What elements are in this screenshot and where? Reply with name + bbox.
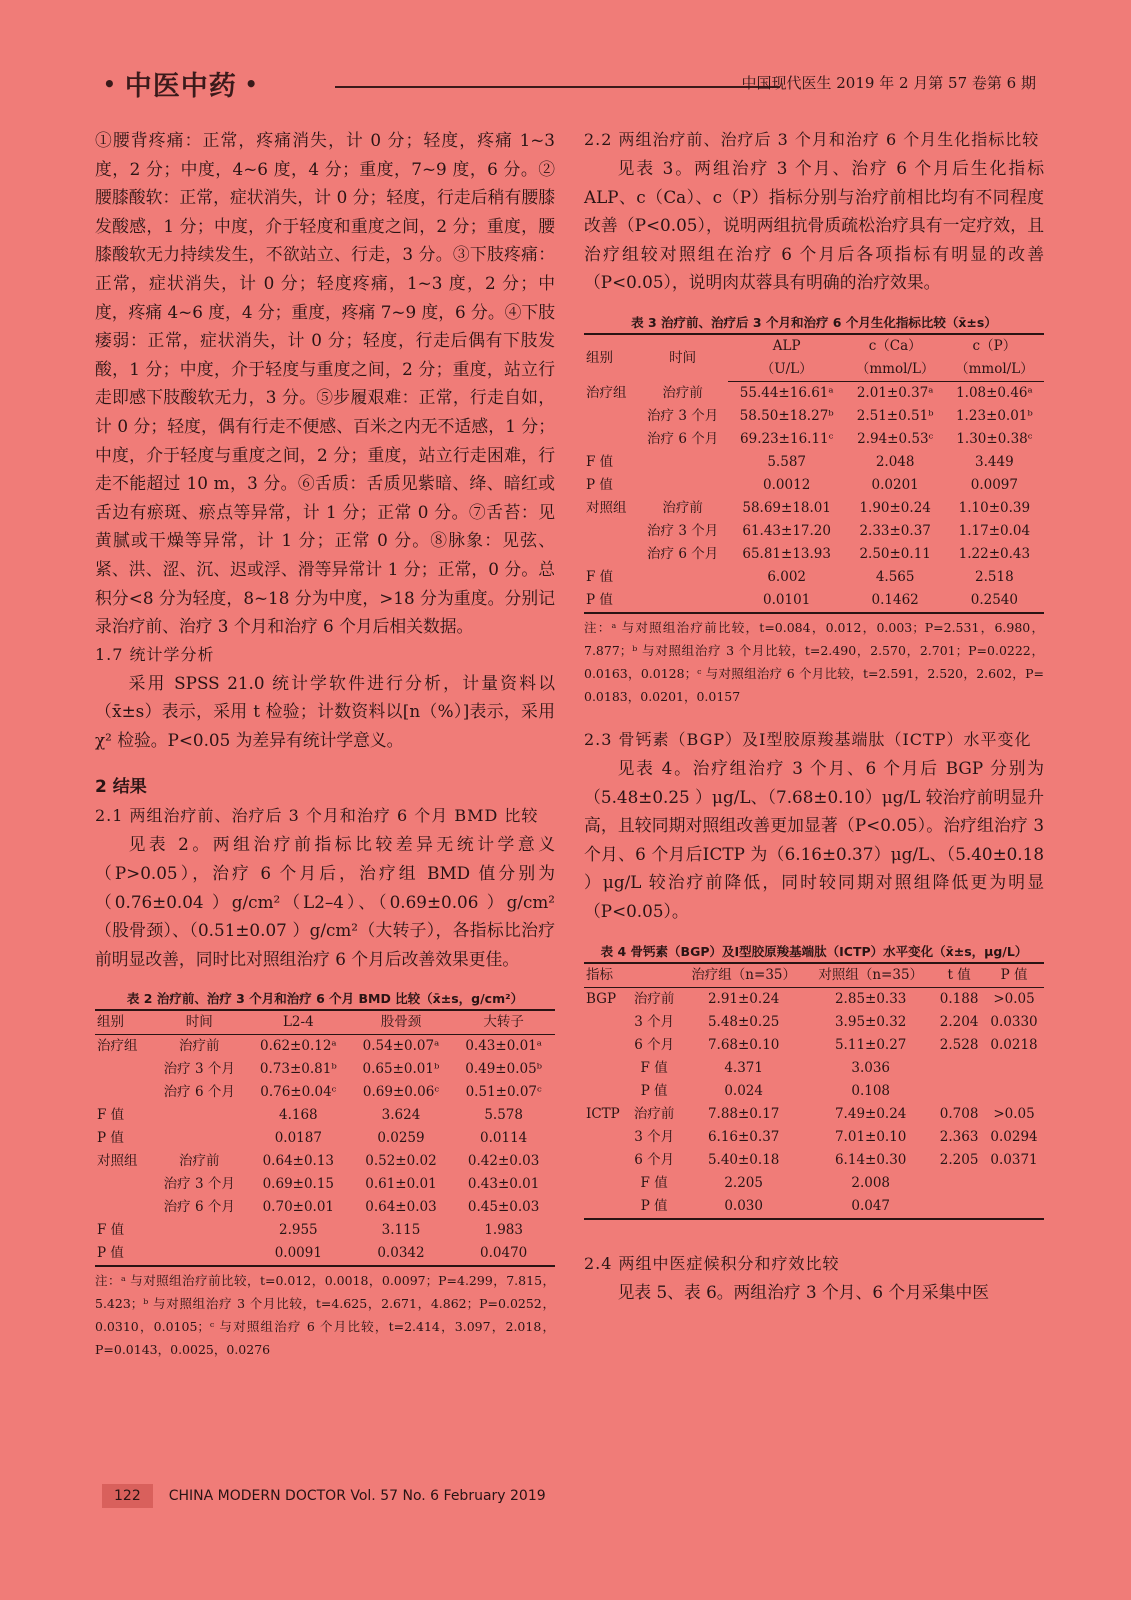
table-cell [584, 1126, 628, 1149]
table-cell: 治疗 6 个月 [163, 1199, 235, 1216]
table-cell: 1.22±0.43 [958, 545, 1031, 562]
table-cell: 对照组 [586, 499, 627, 516]
table-row [584, 987, 1044, 1011]
table-cell [584, 1057, 628, 1080]
bmd-paragraph: 见表 2。两组治疗前指标比较差异无统计学意义（P>0.05），治疗 6 个月后，治疗组 BMD 值分别为（0.76±0.04 ）g/cm²（L2–4）、（0.69±0.06 ）g/cm²（股骨颈）、（0.51±0.07 ）g/cm²（大转子），各指标比治疗前明显改善，同时比对照组治疗 6 个月后改善效果更佳。 [95, 834, 555, 969]
table-cell: 0.0330 [990, 1013, 1038, 1030]
table-cell: P 值 [95, 1242, 152, 1266]
header-rule [335, 86, 780, 88]
table-cell [984, 1172, 1044, 1195]
table-cell: 治疗 3 个月 [163, 1176, 235, 1193]
table-cell: 0.0091 [247, 1242, 350, 1266]
table-cell: 0.0187 [274, 1130, 322, 1147]
table-cell: 6.14±0.30 [834, 1151, 907, 1168]
table-header-cell: 大转子 [452, 1010, 555, 1035]
table-header-cell: 治疗组（n=35） [680, 963, 807, 988]
table-cell: 2.51±0.51ᵇ [856, 407, 934, 424]
table-cell: 0.45±0.03 [467, 1199, 540, 1216]
tcm-paragraph: 见表 5、表 6。两组治疗 3 个月、6 个月采集中医 [617, 1281, 990, 1302]
table-cell [584, 543, 637, 566]
table-2-note: 注：ᵃ 与对照组治疗前比较，t=0.012，0.0018，0.0097；P=4.299，7.815，5.423；ᵇ 与对照组治疗 3 个月比较，t=4.625，2.671，4.862；P=0.0252，0.0310，0.0105；ᶜ 与对照组治疗 6 个月比较，t=2.414，3.097，2.018，P=0.0143，0.0025，0.0276 [95, 1273, 555, 1358]
table-cell [934, 1080, 984, 1103]
table-cell: 0.0114 [480, 1130, 528, 1147]
table-cell [95, 1173, 152, 1196]
table-4-grid [584, 962, 1044, 1220]
table-cell: 0.70±0.01 [262, 1199, 335, 1216]
table-cell [934, 1172, 984, 1195]
table-cell: 治疗前 [662, 384, 703, 401]
table-cell: 0.62±0.12ᵃ [259, 1038, 337, 1055]
table-row [584, 1149, 1044, 1172]
table-cell: 治疗前 [662, 499, 703, 516]
table-2-grid [95, 1009, 555, 1267]
table-cell: 2.955 [278, 1222, 318, 1239]
table-cell: 治疗前 [179, 1038, 220, 1055]
table-cell: 0.0259 [377, 1130, 425, 1147]
table-cell: 0.108 [851, 1082, 891, 1099]
table-cell [637, 451, 727, 474]
table-cell: 治疗 6 个月 [163, 1084, 235, 1101]
table-cell: 1.17±0.04 [958, 522, 1031, 539]
table-3-note: 注：ᵃ 与对照组治疗前比较，t=0.084，0.012，0.003；P=2.531，6.980，7.877；ᵇ 与对照组治疗 3 个月比较，t=2.490，2.570，2.701；P=0.0222，0.0163，0.0128；ᶜ 与对照组治疗 6 个月比较，t=2.591，2.520，2.602，P= 0.0183，0.0201，0.0157 [584, 619, 1044, 704]
table-row [584, 1172, 1044, 1195]
table-cell: 2.518 [975, 568, 1014, 585]
table-cell: 0.52±0.02 [365, 1153, 437, 1170]
table-cell: P 值 [640, 1082, 668, 1099]
table-cell [152, 1242, 247, 1266]
table-2-caption: 表 2 治疗前、治疗 3 个月和治疗 6 个月 BMD 比较（x̄±s，g/cm²） [126, 991, 524, 1007]
table-header-cell: 组别 [95, 1010, 152, 1035]
table-header-cell: 对照组（n=35） [807, 963, 934, 988]
table-cell: 对照组 [97, 1153, 138, 1170]
table-cell [584, 1011, 628, 1034]
table-cell: 4.168 [278, 1107, 318, 1124]
table-cell: 65.81±13.93 [742, 545, 831, 562]
table-cell: 5.578 [484, 1107, 523, 1124]
table-cell: 治疗前 [633, 990, 675, 1007]
table-row [95, 1081, 555, 1104]
table-cell: 治疗前 [179, 1153, 220, 1170]
table-cell: 0.0097 [970, 476, 1018, 493]
table-cell [934, 1195, 984, 1219]
table-cell: P 值 [584, 589, 637, 613]
table-cell: 0.64±0.13 [262, 1153, 335, 1170]
table-cell: 0.42±0.03 [467, 1153, 540, 1170]
table-header-unit: （mmol/L） [846, 358, 945, 382]
table-row [584, 381, 1044, 405]
table-cell [584, 1172, 628, 1195]
table-row [95, 1150, 555, 1173]
table-cell: 2.048 [875, 453, 915, 470]
table-cell [95, 1058, 152, 1081]
table-header-unit: （mmol/L） [945, 358, 1044, 382]
biochem-paragraph: 见表 3。两组治疗 3 个月、治疗 6 个月后生化指标 ALP、c（Ca）、c（P）指标分别与治疗前相比均有不同程度改善（P<0.05），说明两组抗骨质疏松治疗具有一定疗效，且治疗组较对照组在治疗 6 个月后各项指标有明显的改善（P<0.05），说明肉苁蓉具有明确的治疗效果。 [584, 158, 1044, 293]
table-cell: 61.43±17.20 [742, 522, 831, 539]
table-cell [637, 474, 727, 497]
table-cell: 0.54±0.07ᵃ [362, 1038, 440, 1055]
table-cell: 0.51±0.07ᶜ [465, 1084, 542, 1101]
table-cell: 6 个月 [634, 1036, 675, 1053]
table-cell: 2.205 [939, 1151, 979, 1168]
table-cell: 0.0342 [350, 1242, 453, 1266]
table-3-grid [584, 333, 1044, 614]
table-cell: 5.40±0.18 [707, 1151, 780, 1168]
table-cell: 0.43±0.01 [467, 1176, 540, 1193]
table-3-body [584, 381, 1044, 613]
table-header-cell: c（P） [945, 334, 1044, 358]
table-row [584, 497, 1044, 520]
right-column [584, 126, 1044, 1306]
table-row [584, 1103, 1044, 1126]
table-cell: 3.449 [975, 453, 1014, 470]
bgp-paragraph: 见表 4。治疗组治疗 3 个月、6 个月后 BGP 分别为（5.48±0.25 ）μg/L、（7.68±0.10）μg/L 较治疗前明显升高，且较同期对照组改善更加显著（P<0.05）。治疗组治疗 3 个月、6 个月后ⅠCTP 为（6.16±0.37）μg/L、（5.40±0.18 ）μg/L 较治疗前降低，同时较同期对照组降低更为明显（P<0.05）。 [584, 757, 1044, 921]
table-cell: 58.69±18.01 [742, 499, 831, 516]
table-cell: F 值 [586, 568, 614, 585]
table-cell: 0.0294 [990, 1128, 1038, 1145]
table-cell: 0.0101 [728, 589, 846, 613]
table-cell: 7.49±0.24 [834, 1105, 907, 1122]
table-cell: >0.05 [993, 1105, 1035, 1122]
table-cell [584, 1149, 628, 1172]
table-cell: F 值 [586, 453, 614, 470]
heading-1-7: 1.7 统计学分析 [95, 644, 215, 664]
table-cell: 1.10±0.39 [958, 499, 1031, 516]
table-row [584, 1195, 1044, 1219]
table-row [584, 1126, 1044, 1149]
table-cell: F 值 [640, 1059, 668, 1076]
table-row [584, 589, 1044, 613]
table-cell: 2.85±0.33 [834, 990, 907, 1007]
table-cell: F 值 [97, 1107, 125, 1124]
table-cell: 3.624 [381, 1107, 421, 1124]
table-cell: 3.115 [381, 1222, 421, 1239]
table-cell: 0.708 [939, 1105, 979, 1122]
table-cell: F 值 [97, 1222, 125, 1239]
table-cell: 0.69±0.15 [262, 1176, 335, 1193]
table-cell: 0.0371 [990, 1151, 1038, 1168]
table-cell: 治疗 3 个月 [647, 407, 719, 424]
table-cell [152, 1219, 247, 1242]
table-cell [584, 405, 637, 428]
table-cell: 4.565 [875, 568, 915, 585]
table-cell: 69.23±16.11ᶜ [740, 430, 834, 447]
table-cell: 0.64±0.03 [365, 1199, 437, 1216]
table-row [584, 451, 1044, 474]
table-cell: 5.11±0.27 [834, 1036, 907, 1053]
table-cell: 0.65±0.01ᵇ [362, 1061, 440, 1078]
table-cell: P 值 [586, 476, 613, 493]
table-row [95, 1035, 555, 1059]
table-cell: 0.0201 [871, 476, 919, 493]
table-2 [95, 989, 555, 1361]
table-cell: 0.1462 [846, 589, 945, 613]
table-cell [152, 1104, 247, 1127]
table-cell [584, 428, 637, 451]
table-cell: ⅠCTP [586, 1105, 620, 1122]
table-row [95, 1196, 555, 1219]
table-cell [637, 589, 727, 613]
table-cell: 1.983 [484, 1222, 523, 1239]
table-cell: 2.50±0.11 [859, 545, 931, 562]
table-cell [95, 1196, 152, 1219]
table-cell: 7.68±0.10 [707, 1036, 780, 1053]
table-cell: P 值 [628, 1195, 680, 1219]
table-cell: 0.0218 [990, 1036, 1038, 1053]
table-cell: 治疗 3 个月 [163, 1061, 235, 1078]
table-cell: 4.371 [724, 1059, 763, 1076]
table-header-cell: 时间 [637, 334, 727, 382]
heading-2-1: 2.1 两组治疗前、治疗后 3 个月和治疗 6 个月 BMD 比较 [95, 806, 539, 826]
table-cell: F 值 [640, 1174, 668, 1191]
table-cell: 2.204 [939, 1013, 979, 1030]
table-row [95, 1104, 555, 1127]
table-row [584, 405, 1044, 428]
table-row [584, 520, 1044, 543]
table-header-cell: L2-4 [247, 1010, 350, 1035]
table-4 [584, 942, 1044, 1220]
table-cell: 5.587 [767, 453, 806, 470]
page-header [95, 64, 1036, 114]
table-cell: 2.363 [939, 1128, 979, 1145]
table-header-unit: （U/L） [728, 358, 846, 382]
table-header-cell: t 值 [934, 963, 984, 988]
table-header-cell: ALP [728, 334, 846, 358]
table-cell: 2.94±0.53ᶜ [857, 430, 934, 447]
table-row [95, 1058, 555, 1081]
table-cell: 7.01±0.10 [834, 1128, 907, 1145]
table-row [584, 474, 1044, 497]
table-cell: 0.49±0.05ᵇ [465, 1061, 543, 1078]
table-cell: 0.0470 [452, 1242, 555, 1266]
table-row [584, 1057, 1044, 1080]
table-3-caption: 表 3 治疗前、治疗后 3 个月和治疗 6 个月生化指标比较（x̄±s） [631, 314, 997, 330]
table-cell: 0.61±0.01 [365, 1176, 437, 1193]
table-cell: 0.188 [939, 990, 979, 1007]
table-cell: 1.30±0.38ᶜ [956, 430, 1033, 447]
table-cell [584, 1195, 628, 1219]
table-cell: 7.88±0.17 [707, 1105, 780, 1122]
table-row [584, 1034, 1044, 1057]
page-footer [102, 1484, 546, 1508]
table-row [584, 1080, 1044, 1103]
table-cell: 2.205 [724, 1174, 763, 1191]
table-cell [637, 566, 727, 589]
journal-info: 中国现代医生 2019 年 2 月第 57 卷第 6 期 [741, 74, 1036, 92]
table-header-cell [628, 963, 680, 988]
table-cell: 2.008 [851, 1174, 891, 1191]
table-cell [984, 1057, 1044, 1080]
table-cell [584, 1034, 628, 1057]
table-cell: 6.002 [767, 568, 806, 585]
table-cell [984, 1080, 1044, 1103]
table-cell: >0.05 [993, 990, 1035, 1007]
table-cell: 治疗 6 个月 [647, 430, 719, 447]
table-row [95, 1242, 555, 1266]
table-2-body [95, 1035, 555, 1267]
table-header-cell: c（Ca） [846, 334, 945, 358]
table-cell: 1.23±0.01ᵇ [955, 407, 1033, 424]
statistics-paragraph: 采用 SPSS 21.0 统计学软件进行分析，计量资料以（x̄±s）表示，采用 t 检验；计数资料以[n（%）]表示，采用 χ² 检验。P<0.05 为差异有统计学意义。 [95, 672, 555, 750]
page-number: 122 [102, 1484, 153, 1508]
left-column [95, 126, 555, 1361]
table-cell: BGP [586, 990, 617, 1007]
table-cell: 6 个月 [634, 1151, 675, 1168]
footer-journal: CHINA MODERN DOCTOR Vol. 57 No. 6 February 2019 [168, 1488, 546, 1504]
table-cell: 0.024 [724, 1082, 763, 1099]
table-cell [95, 1081, 152, 1104]
table-cell: 治疗前 [633, 1105, 675, 1122]
table-cell: 3.95±0.32 [834, 1013, 907, 1030]
table-row [95, 1127, 555, 1150]
heading-2-3: 2.3 骨钙素（BGP）及Ⅰ型胶原羧基端肽（ⅠCTP）水平变化 [584, 729, 1032, 749]
table-cell: 治疗组 [97, 1038, 138, 1055]
table-cell: P 值 [97, 1130, 124, 1147]
table-4-caption: 表 4 骨钙素（BGP）及Ⅰ型胶原羧基端肽（ⅠCTP）水平变化（x̄±s，μg/L） [600, 943, 1028, 959]
table-row [584, 566, 1044, 589]
table-row [584, 543, 1044, 566]
heading-2-4: 2.4 两组中医症候积分和疗效比较 [584, 1253, 840, 1273]
table-cell [584, 1080, 628, 1103]
table-3 [584, 313, 1044, 708]
section-title: • 中医中药 • [103, 71, 259, 102]
table-cell: 0.030 [680, 1195, 807, 1219]
table-header-cell: P 值 [984, 963, 1044, 988]
table-cell: 3 个月 [634, 1013, 675, 1030]
table-cell: 1.08±0.46ᵃ [956, 384, 1033, 401]
table-row [95, 1219, 555, 1242]
table-row [95, 1173, 555, 1196]
table-cell: 3 个月 [634, 1128, 675, 1145]
table-cell: 5.48±0.25 [707, 1013, 780, 1030]
table-cell: 3.036 [851, 1059, 891, 1076]
table-cell: 1.90±0.24 [859, 499, 931, 516]
heading-2-2: 2.2 两组治疗前、治疗后 3 个月和治疗 6 个月生化指标比较 [584, 130, 1040, 149]
table-header-cell: 指标 [584, 963, 628, 988]
table-cell: 2.528 [939, 1036, 979, 1053]
table-cell [934, 1057, 984, 1080]
table-row [584, 428, 1044, 451]
table-cell: 58.50±18.27ᵇ [739, 407, 834, 424]
table-cell: 治疗 3 个月 [647, 522, 719, 539]
table-cell: 0.76±0.04ᶜ [260, 1084, 337, 1101]
table-cell: 治疗组 [586, 384, 627, 401]
table-cell [584, 520, 637, 543]
table-cell: 55.44±16.61ᵃ [739, 384, 834, 401]
table-header-cell: 时间 [152, 1010, 247, 1035]
table-cell: 0.047 [807, 1195, 934, 1219]
table-cell [984, 1195, 1044, 1219]
table-cell: 6.16±0.37 [707, 1128, 780, 1145]
table-cell: 0.69±0.06ᶜ [362, 1084, 440, 1101]
table-cell: 2.91±0.24 [707, 990, 780, 1007]
table-header-cell: 组别 [584, 334, 637, 382]
table-cell: 2.01±0.37ᵃ [856, 384, 934, 401]
table-cell: 2.33±0.37 [859, 522, 931, 539]
table-cell [152, 1127, 247, 1150]
table-4-body [584, 987, 1044, 1219]
table-cell: 治疗 6 个月 [647, 545, 719, 562]
scoring-criteria-paragraph: ①腰背疼痛：正常，疼痛消失，计 0 分；轻度，疼痛 1~3 度，2 分；中度，4~6 度，4 分；重度，7~9 度，6 分。②腰膝酸软：正常，症状消失，计 0 分；轻度，行走后稍有腰膝发酸感，1 分；中度，介于轻度和重度之间，2 分；重度，腰膝酸软无力持续发生，不欲站立、行走，3 分。③下肢疼痛：正常，症状消失，计 0 分；轻度疼痛，1~3 度，2 分；中度，疼痛 4~6 度，4 分；重度，疼痛 7~9 度，6 分。④下肢痿弱：正常，症状消失，计 0 分；轻度，行走后偶有下肢发酸，1 分；中度，介于轻度与重度之间，2 分；重度，站立行走即感下肢酸软无力，3 分。⑤步履艰难：正常，行走自如，计 0 分；轻度，偶有行走不便感、百米之内无不适感，1 分；中度，介于轻度与重度之间，2 分；重度，站立行走困难，行走不能超过 10 m，3 分。⑥舌质：舌质见紫暗、绛、暗红或舌边有瘀斑、瘀点等异常，计 1 分；正常 0 分。⑦舌苔：见黄腻或干燥等异常，计 1 分；正常 0 分。⑧脉象：见弦、紧、洪、涩、沉、迟或浮、滑等异常计 1 分；正常，0 分。总积分<8 分为轻度，8~18 分为中度，>18 分为重度。分别记录治疗前、治疗 3 个月和治疗 6 个月后相关数据。 [95, 130, 555, 637]
table-cell: 0.0012 [763, 476, 811, 493]
table-cell: 0.43±0.01ᵃ [465, 1038, 542, 1055]
table-header-cell: 股骨颈 [350, 1010, 453, 1035]
table-cell: 0.2540 [945, 589, 1044, 613]
table-cell: 0.73±0.81ᵇ [259, 1061, 337, 1078]
table-row [584, 1011, 1044, 1034]
heading-results: 2 结果 [95, 777, 147, 798]
